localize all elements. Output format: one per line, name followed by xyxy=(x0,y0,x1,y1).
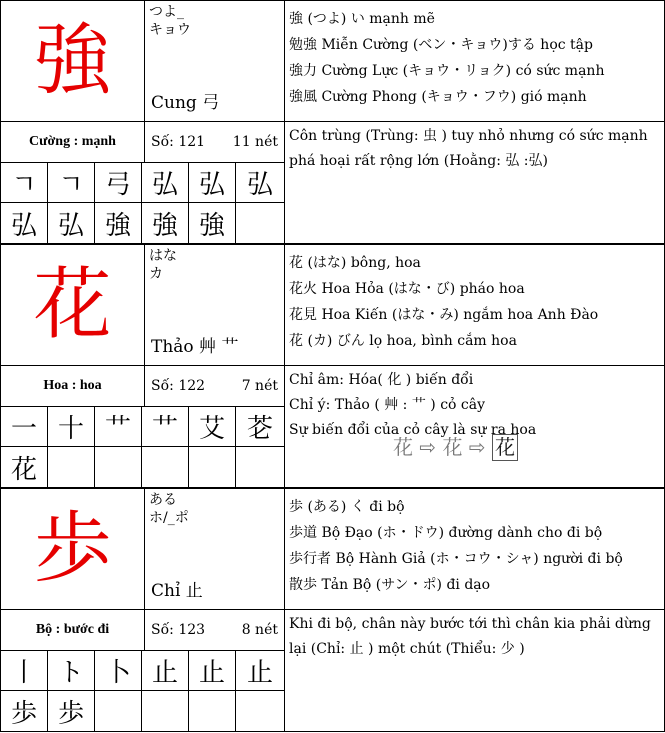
stroke-step: 艹 xyxy=(141,406,189,447)
stroke-step: 艹 xyxy=(94,406,142,447)
stroke-step: 芲 xyxy=(235,406,285,447)
stroke-step: 一 xyxy=(0,406,48,447)
vocab-item: 花見 Hoa Kiến (はな・み) ngắm hoa Anh Đào xyxy=(289,307,599,323)
number-box xyxy=(144,121,285,163)
vocab-list xyxy=(284,0,665,122)
stroke-step: 強 xyxy=(141,202,189,244)
stroke-step: 丨 xyxy=(0,650,48,691)
stroke-step xyxy=(47,446,95,488)
stroke-step: ㄱ xyxy=(0,162,48,203)
readings: はな カ xyxy=(149,248,177,282)
stroke-step: 弘 xyxy=(188,162,236,203)
stroke-step xyxy=(235,202,285,244)
vocab-item: 花 (カ) びん lọ hoa, bình cắm hoa xyxy=(289,333,517,349)
meaning: Cường : mạnh xyxy=(0,121,145,163)
stroke-order-grid xyxy=(0,650,285,732)
kanji-number: Số: 121 xyxy=(151,134,206,150)
stroke-step: 卜 xyxy=(94,650,142,691)
stroke-order-grid xyxy=(0,162,285,244)
explanation-line: Khi đi bộ, chân này bước tới thì chân kia phải dừng lại (Chỉ: 止 ) một chút (Thiểu: 少 ) xyxy=(289,616,651,657)
vocab-item: 勉強 Miễn Cường (ベン・キョウ)する học tập xyxy=(289,37,593,53)
stroke-step xyxy=(235,690,285,732)
stroke-step: 弘 xyxy=(47,202,95,244)
stroke-step: 弘 xyxy=(0,202,48,244)
stroke-step: 止 xyxy=(141,650,189,691)
kanji-card-bo xyxy=(0,488,665,732)
kanji-number: Số: 123 xyxy=(151,622,206,638)
readings-box xyxy=(144,488,285,610)
stroke-step xyxy=(235,446,285,488)
vocab-item: 散歩 Tản Bộ (サン・ポ) đi dạo xyxy=(289,577,491,593)
explanation-line: Côn trùng (Trùng: 虫 ) tuy nhỏ nhưng có sức mạnh phá hoại rất rộng lớn (Hoằng: 弘 :弘) xyxy=(289,128,648,169)
vocab-list xyxy=(284,244,665,366)
explanation xyxy=(284,121,665,244)
stroke-step xyxy=(141,690,189,732)
explanation-line: Sự biến đổi của cỏ cây là sự ra hoa xyxy=(289,422,537,438)
vocab-item: 強風 Cường Phong (キョウ・フウ) gió mạnh xyxy=(289,89,587,105)
explanation-line: Chỉ ý: Thảo ( 艸 : 艹 ) cỏ cây xyxy=(289,397,486,413)
stroke-step: 艾 xyxy=(188,406,236,447)
readings-box xyxy=(144,244,285,366)
stroke-step: 弘 xyxy=(141,162,189,203)
readings: つよ_ キョウ xyxy=(149,4,191,38)
stroke-step xyxy=(94,446,142,488)
stroke-step: 歩 xyxy=(47,690,95,732)
stroke-step xyxy=(94,690,142,732)
stroke-step xyxy=(141,446,189,488)
kanji-evolution-image: 花 ⇨ 花 ⇨ 花 xyxy=(393,434,518,461)
stroke-count: 11 nét xyxy=(232,134,278,150)
readings: ある ホ/_ポ xyxy=(149,492,189,526)
stroke-order-grid xyxy=(0,406,285,488)
vocab-item: 歩 (ある) く đi bộ xyxy=(289,499,405,515)
vocab-item: 花火 Hoa Hỏa (はな・び) pháo hoa xyxy=(289,281,525,297)
stroke-step: ㄱ xyxy=(47,162,95,203)
kanji-large: 歩 xyxy=(0,488,145,610)
readings-box xyxy=(144,0,285,122)
stroke-step: ト xyxy=(47,650,95,691)
kanji-large: 強 xyxy=(0,0,145,122)
vocab-list xyxy=(284,488,665,610)
meaning: Hoa : hoa xyxy=(0,365,145,407)
radical: Thảo 艸 艹 xyxy=(151,337,239,357)
vocab-item: 強 (つよ) い mạnh mẽ xyxy=(289,11,435,27)
stroke-step: 弓 xyxy=(94,162,142,203)
explanation-line: Chỉ âm: Hóa( 化 ) biến đổi xyxy=(289,372,474,388)
kanji-large: 花 xyxy=(0,244,145,366)
explanation xyxy=(284,365,665,488)
stroke-count: 7 nét xyxy=(241,378,278,394)
stroke-step: 強 xyxy=(188,202,236,244)
kanji-card-hoa xyxy=(0,244,665,488)
stroke-step xyxy=(188,446,236,488)
vocab-item: 花 (はな) bông, hoa xyxy=(289,255,421,271)
stroke-step xyxy=(188,690,236,732)
radical: Cung 弓 xyxy=(151,93,220,113)
kanji-number: Số: 122 xyxy=(151,378,206,394)
stroke-step: 強 xyxy=(94,202,142,244)
radical: Chỉ 止 xyxy=(151,581,203,601)
number-box xyxy=(144,365,285,407)
number-box xyxy=(144,609,285,651)
stroke-step: 歩 xyxy=(0,690,48,732)
vocab-item: 歩行者 Bộ Hành Giả (ホ・コウ・シャ) người đi bộ xyxy=(289,551,623,567)
explanation xyxy=(284,609,665,732)
kanji-card-cuong xyxy=(0,0,665,244)
stroke-step: 十 xyxy=(47,406,95,447)
vocab-item: 歩道 Bộ Đạo (ホ・ドウ) đường dành cho đi bộ xyxy=(289,525,603,541)
stroke-step: 止 xyxy=(235,650,285,691)
vocab-item: 強力 Cường Lực (キョウ・リョク) có sức mạnh xyxy=(289,63,605,79)
stroke-step: 弘 xyxy=(235,162,285,203)
meaning: Bộ : bước đi xyxy=(0,609,145,651)
stroke-step: 花 xyxy=(0,446,48,488)
stroke-count: 8 nét xyxy=(241,622,278,638)
stroke-step: 止 xyxy=(188,650,236,691)
